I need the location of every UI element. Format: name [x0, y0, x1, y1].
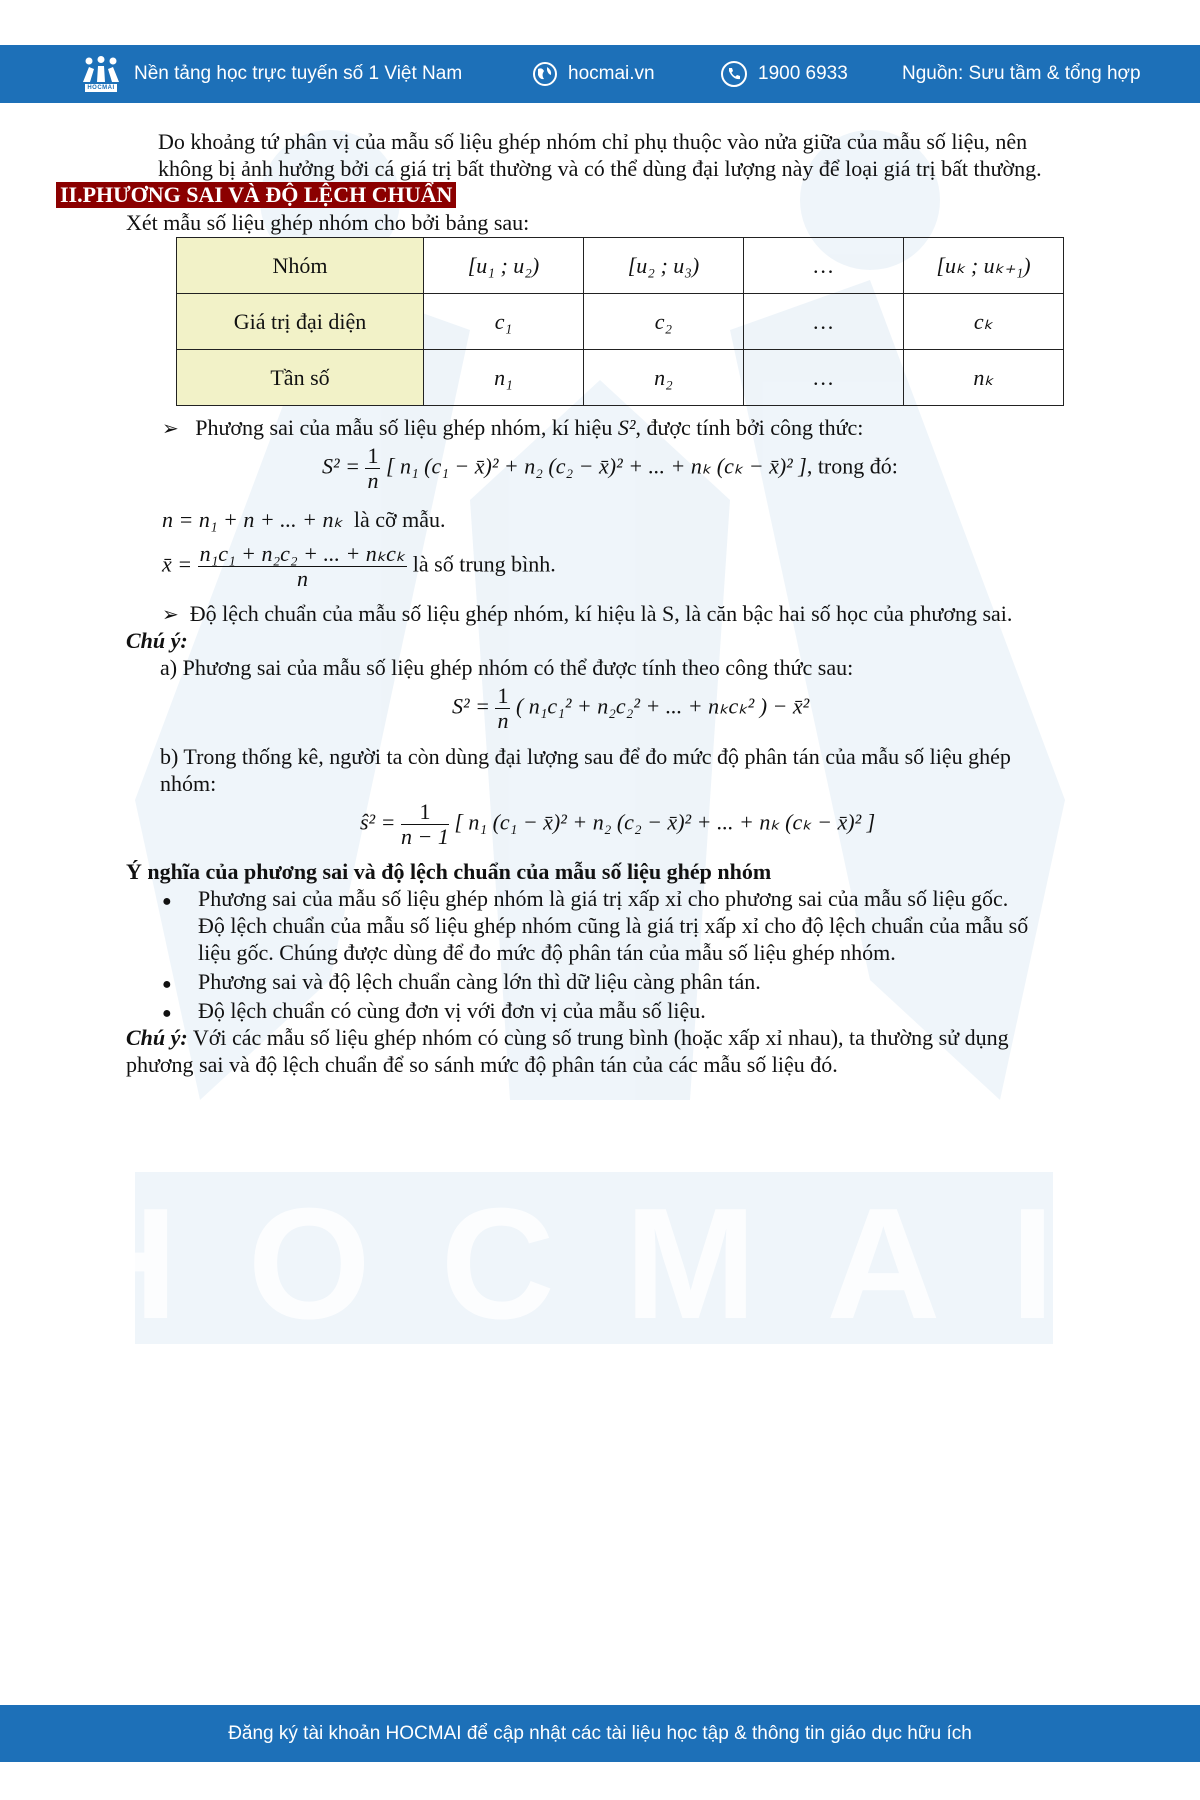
header-tagline: Nền tảng học trực tuyến số 1 Việt Nam: [134, 63, 463, 84]
bullet-dot-icon: ●: [162, 976, 172, 993]
formula-body: [ n₁ (c₁ − x̄)² + n₂ (c₂ − x̄)² + ... + nₖ (cₖ − x̄)² ]: [385, 453, 807, 479]
formula-fraction: $\frac{1}{n}$: [497, 683, 509, 733]
formula-body: ( n₁c₁² + n₂c₂² + ... + nₖcₖ² ) − x̄²: [515, 693, 810, 719]
row-header: Tần số: [177, 350, 424, 406]
table-row: [177, 238, 1064, 294]
table-cell: c₂: [584, 294, 744, 350]
note-b-line-2: nhóm:: [160, 771, 217, 796]
watermark-text: HOCMAI: [63, 1176, 1125, 1352]
formula-lhs: S² =: [452, 693, 490, 719]
note-b-formula: [360, 800, 875, 849]
meaning-bullet-2: [162, 968, 172, 998]
source-text: Nguồn: Sưu tầm & tổng hợp: [902, 63, 1141, 84]
variance-symbol: S²: [617, 415, 636, 440]
row-header: Giá trị đại diện: [177, 294, 424, 350]
table-cell: [u₁ ; u₂): [424, 238, 584, 294]
bullet-dot-icon: ●: [162, 893, 172, 910]
mean-fraction: $\frac{\text{n₁c₁ + n₂c₂ + ... + nₖcₖ}}{n}$: [199, 541, 406, 591]
mean-lhs: x̄ =: [162, 551, 193, 577]
arrow-bullet-icon: ➢: [162, 418, 179, 440]
table-cell: c₁: [424, 294, 584, 350]
note-2-title: Chú ý:: [126, 1025, 188, 1050]
meaning-bullet-1-line-2: Độ lệch chuẩn của mẫu số liệu ghép nhóm cũng là giá trị xấp xỉ cho độ lệch chuẩn của mẫu số: [198, 913, 1029, 938]
table-cell: cₖ: [904, 294, 1064, 350]
intro-line-2: không bị ảnh hưởng bởi cá giá trị bất thường và có thể dùng đại lượng này để loại giá trị bất thường.: [158, 156, 1042, 181]
mean-def: [162, 542, 556, 591]
arrow-bullet-icon: ➢: [162, 604, 179, 626]
formula-fraction: $\frac{1}{n - 1}$: [401, 799, 449, 849]
meaning-title: Ý nghĩa của phương sai và độ lệch chuẩn của mẫu số liệu ghép nhóm: [126, 859, 772, 884]
section-title: II.PHƯƠNG SAI VÀ ĐỘ LỆCH CHUẨN: [56, 182, 456, 208]
grouped-data-table: [176, 237, 1064, 406]
phone-number[interactable]: 1900 6933: [758, 63, 848, 84]
formula-fraction: $\frac{1}{n}$: [367, 443, 379, 493]
meaning-bullet-3-text: Độ lệch chuẩn có cùng đơn vị với đơn vị của mẫu số liệu.: [198, 998, 706, 1023]
note-2-line-1: [126, 1024, 1009, 1051]
meaning-bullet-1: [162, 885, 172, 915]
table-row: [177, 350, 1064, 406]
table-cell: n₁: [424, 350, 584, 406]
note-a-text: a) Phương sai của mẫu số liệu ghép nhóm có thể được tính theo công thức sau:: [160, 655, 854, 680]
table-row: [177, 294, 1064, 350]
mean-text: là số trung bình.: [412, 551, 556, 577]
note-2-text: Với các mẫu số liệu ghép nhóm có cùng số trung bình (hoặc xấp xỉ nhau), ta thường sử dụng: [187, 1025, 1009, 1050]
formula-lhs: ŝ² =: [360, 809, 396, 835]
intro-line-1: Do khoảng tứ phân vị của mẫu số liệu ghép nhóm chỉ phụ thuộc vào nửa giữa của mẫu số liệu, nên: [158, 129, 1028, 154]
table-cell: …: [744, 294, 904, 350]
formula-tail: , trong đó:: [806, 453, 898, 479]
sample-size-text: là cỡ mẫu.: [353, 507, 446, 532]
meaning-bullet-2-text: Phương sai và độ lệch chuẩn càng lớn thì dữ liệu càng phân tán.: [198, 969, 761, 994]
meaning-bullet-1-line-3: liệu gốc. Chúng được dùng để đo mức độ phân tán của mẫu số liệu ghép nhóm.: [198, 940, 896, 965]
footer-bar[interactable]: [0, 1705, 1200, 1762]
website-link[interactable]: hocmai.vn: [568, 63, 655, 84]
note-b-line-1: b) Trong thống kê, người ta còn dùng đại lượng sau để đo mức độ phân tán của mẫu số liệu ghép: [160, 744, 1011, 769]
note-2-line-2: phương sai và độ lệch chuẩn để so sánh mức độ phân tán của các mẫu số liệu đó.: [126, 1052, 838, 1077]
stddev-bullet: [162, 600, 1012, 629]
meaning-bullet-3: [162, 997, 172, 1027]
logo-text: HOCMAI: [87, 85, 115, 91]
variance-text: Phương sai của mẫu số liệu ghép nhóm, kí hiệu: [195, 415, 613, 440]
stddev-text: Độ lệch chuẩn của mẫu số liệu ghép nhóm, kí hiệu là S, là căn bậc hai số học của phương sai.: [189, 601, 1013, 626]
table-cell: [uₖ ; uₖ₊₁): [904, 238, 1064, 294]
table-cell: …: [744, 350, 904, 406]
footer-text[interactable]: Đăng ký tài khoản HOCMAI để cập nhật các tài liệu học tập & thông tin giáo dục hữu ích: [228, 1722, 972, 1744]
table-cell: …: [744, 238, 904, 294]
variance-tail: , được tính bởi công thức:: [635, 415, 864, 440]
formula-lhs: S² =: [322, 453, 360, 479]
note-a-formula: [452, 684, 809, 733]
table-cell: [u₂ ; u₃): [584, 238, 744, 294]
row-header: Nhóm: [177, 238, 424, 294]
variance-bullet: [162, 414, 863, 443]
formula-body: [ n₁ (c₁ − x̄)² + n₂ (c₂ − x̄)² + ... + nₖ (cₖ − x̄)² ]: [454, 809, 876, 835]
bullet-dot-icon: ●: [162, 1005, 172, 1022]
note-title: Chú ý:: [126, 628, 188, 653]
table-cell: nₖ: [904, 350, 1064, 406]
table-cell: n₂: [584, 350, 744, 406]
meaning-bullet-1-line-1: Phương sai của mẫu số liệu ghép nhóm là giá trị xấp xỉ cho phương sai của mẫu số liệu gốc.: [198, 886, 1009, 911]
sample-size-formula: n = n₁ + n + ... + nₖ: [162, 507, 343, 532]
variance-formula: [322, 444, 898, 493]
sample-size-def: [162, 506, 446, 533]
table-intro: Xét mẫu số liệu ghép nhóm cho bởi bảng sau:: [126, 210, 530, 235]
